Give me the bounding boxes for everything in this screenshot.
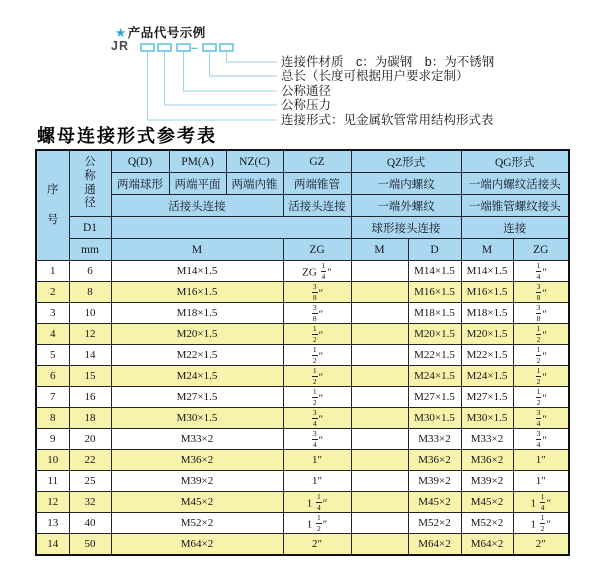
header-qg-sub1: 一端内螺纹活接头	[461, 173, 569, 195]
header-seq-text: 序号	[47, 183, 59, 226]
label-connection: 连接形式：见金属软管常用结构形式表	[281, 113, 494, 127]
cell-seq: 4	[36, 324, 69, 345]
cell-qz-d: M24×1.5	[408, 366, 461, 387]
cell-qz-d: M16×1.5	[408, 282, 461, 303]
header-mm: mm	[69, 239, 111, 261]
fraction: $\frac{1}{2}$	[536, 366, 541, 386]
cell-dn: 32	[69, 492, 111, 513]
table-body	[36, 261, 569, 556]
table-row	[36, 387, 569, 408]
table-title: 螺母连接形式参考表	[37, 126, 217, 146]
table-header	[36, 150, 569, 261]
cell-qg-m: M14×1.5	[461, 261, 513, 282]
diagram-heading-text: 产品代号示例	[127, 26, 206, 40]
header-q: Q(D)	[111, 150, 169, 173]
cell-qz-d: M27×1.5	[408, 387, 461, 408]
cell-seq: 9	[36, 429, 69, 450]
cell-zg: 2″	[283, 534, 351, 556]
cell-qg-m: M30×1.5	[461, 408, 513, 429]
header-gz: GZ	[283, 150, 351, 173]
cell-qg-zg: $\frac{1}{2}$ ″	[513, 324, 569, 345]
leader-line	[148, 51, 278, 120]
header-gz-live: 活接头连接	[283, 195, 351, 217]
fraction: $\frac{1}{4}$	[316, 492, 321, 512]
header-qz-sub1: 一端内螺纹	[351, 173, 461, 195]
cell-zg: $\frac{1}{2}$ ″	[283, 345, 351, 366]
cell-m: M39×2	[111, 471, 283, 492]
code-box	[141, 44, 154, 51]
table-row	[36, 366, 569, 387]
cell-seq: 11	[36, 471, 69, 492]
header-qg-m: M	[461, 239, 513, 261]
cell-zg: 1 $\frac{1}{4}$ ″	[283, 492, 351, 513]
header-qz-d: D	[408, 239, 461, 261]
cell-qg-m: M45×2	[461, 492, 513, 513]
cell-qz-d: M33×2	[408, 429, 461, 450]
cell-zg: $\frac{3}{8}$ ″	[283, 282, 351, 303]
table-row	[36, 450, 569, 471]
header-pm: PM(A)	[169, 150, 226, 173]
fraction: $\frac{1}{2}$	[312, 345, 317, 365]
cell-qz-d: M39×2	[408, 471, 461, 492]
cell-m: M16×1.5	[111, 282, 283, 303]
fraction: $\frac{3}{4}$	[312, 408, 317, 428]
fraction: $\frac{3}{4}$	[536, 429, 541, 449]
cell-qz-m	[351, 387, 408, 408]
cell-zg: 1″	[283, 471, 351, 492]
cell-qz-m	[351, 450, 408, 471]
fraction: $\frac{1}{4}$	[536, 261, 541, 281]
cell-qg-m: M52×2	[461, 513, 513, 534]
cell-dn: 8	[69, 282, 111, 303]
header-nz-sub: 两端内锥	[226, 173, 283, 195]
cell-seq: 13	[36, 513, 69, 534]
cell-dn: 20	[69, 429, 111, 450]
fraction: $\frac{1}{2}$	[540, 513, 545, 533]
header-qz-m: M	[351, 239, 408, 261]
cell-qz-d: M64×2	[408, 534, 461, 556]
fraction: $\frac{3}{4}$	[312, 429, 317, 449]
cell-qz-d: M14×1.5	[408, 261, 461, 282]
cell-qz-d: M45×2	[408, 492, 461, 513]
cell-qg-m: M20×1.5	[461, 324, 513, 345]
cell-qg-zg: $\frac{1}{2}$ ″	[513, 366, 569, 387]
code-box	[158, 44, 171, 51]
header-gz-sub: 两端锥管	[283, 173, 351, 195]
table-row	[36, 429, 569, 450]
cell-zg: $\frac{3}{4}$ ″	[283, 429, 351, 450]
cell-qg-m: M16×1.5	[461, 282, 513, 303]
cell-dn: 25	[69, 471, 111, 492]
cell-qg-m: M36×2	[461, 450, 513, 471]
fraction: $\frac{3}{8}$	[536, 282, 541, 302]
fraction: $\frac{3}{8}$	[312, 303, 317, 323]
header-qg: QG形式	[461, 150, 569, 173]
table-row	[36, 324, 569, 345]
cell-qz-d: M18×1.5	[408, 303, 461, 324]
cell-zg: ZG $\frac{1}{4}$ ″	[283, 261, 351, 282]
table-row	[36, 345, 569, 366]
cell-qz-d: M30×1.5	[408, 408, 461, 429]
label-total-length: 总长（长度可根据用户要求定制）	[281, 69, 469, 83]
table-row	[36, 303, 569, 324]
table-row	[36, 261, 569, 282]
header-nz: NZ(C)	[226, 150, 283, 173]
cell-qg-m: M33×2	[461, 429, 513, 450]
cell-qz-m	[351, 303, 408, 324]
cell-dn: 22	[69, 450, 111, 471]
cell-qg-zg: $\frac{1}{2}$ ″	[513, 387, 569, 408]
cell-qz-m	[351, 492, 408, 513]
cell-zg: 1″	[283, 450, 351, 471]
leader-line	[210, 51, 278, 76]
header-pm-sub: 两端平面	[169, 173, 226, 195]
cell-dn: 10	[69, 303, 111, 324]
fraction: $\frac{3}{8}$	[536, 303, 541, 323]
cell-m: M36×2	[111, 450, 283, 471]
cell-qz-m	[351, 366, 408, 387]
header-m: M	[111, 239, 283, 261]
label-nominal-dn: 公称通径	[281, 84, 332, 98]
cell-dn: 6	[69, 261, 111, 282]
header-empty	[111, 217, 351, 239]
cell-dn: 16	[69, 387, 111, 408]
cell-seq: 5	[36, 345, 69, 366]
table-row	[36, 471, 569, 492]
cell-qg-zg: $\frac{1}{4}$ ″	[513, 261, 569, 282]
leader-line	[165, 51, 278, 105]
cell-seq: 12	[36, 492, 69, 513]
cell-qz-m	[351, 345, 408, 366]
cell-m: M20×1.5	[111, 324, 283, 345]
cell-qg-zg: 1 $\frac{1}{4}$ ″	[513, 492, 569, 513]
cell-m: M52×2	[111, 513, 283, 534]
header-qg-zg: ZG	[513, 239, 569, 261]
cell-m: M18×1.5	[111, 303, 283, 324]
cell-qz-m	[351, 261, 408, 282]
label-material: 连接件材质 c：为碳钢 b：为不锈钢	[281, 55, 495, 69]
cell-dn: 50	[69, 534, 111, 556]
header-qg-sub3: 连接	[461, 217, 569, 239]
cell-zg: $\frac{1}{2}$ ″	[283, 324, 351, 345]
cell-qg-m: M22×1.5	[461, 345, 513, 366]
product-code-diagram	[0, 0, 600, 132]
cell-zg: $\frac{3}{4}$ ″	[283, 408, 351, 429]
cell-m: M64×2	[111, 534, 283, 556]
header-seq	[36, 150, 69, 261]
fraction: $\frac{1}{2}$	[312, 324, 317, 344]
code-box	[220, 44, 233, 51]
fraction: $\frac{1}{2}$	[312, 366, 317, 386]
header-q-sub: 两端球形	[111, 173, 169, 195]
cell-dn: 40	[69, 513, 111, 534]
table-row	[36, 492, 569, 513]
cell-zg: $\frac{3}{8}$ ″	[283, 303, 351, 324]
cell-qg-m: M27×1.5	[461, 387, 513, 408]
cell-zg: $\frac{1}{2}$ ″	[283, 387, 351, 408]
cell-qz-d: M22×1.5	[408, 345, 461, 366]
cell-dn: 14	[69, 345, 111, 366]
fraction: $\frac{1}{2}$	[536, 324, 541, 344]
header-live-joint: 活接头连接	[111, 195, 283, 217]
cell-qz-d: M20×1.5	[408, 324, 461, 345]
cell-qg-zg: $\frac{3}{8}$ ″	[513, 282, 569, 303]
cell-qz-m	[351, 471, 408, 492]
cell-qg-zg: $\frac{3}{4}$ ″	[513, 408, 569, 429]
code-box	[177, 44, 190, 51]
cell-seq: 3	[36, 303, 69, 324]
cell-qz-m	[351, 408, 408, 429]
fraction: $\frac{3}{8}$	[312, 282, 317, 302]
fraction: $\frac{1}{2}$	[312, 387, 317, 407]
fraction: $\frac{1}{2}$	[536, 345, 541, 365]
fraction: $\frac{1}{4}$	[540, 492, 545, 512]
header-dn	[69, 150, 111, 217]
cell-qg-zg: 1″	[513, 450, 569, 471]
cell-m: M30×1.5	[111, 408, 283, 429]
table-row	[36, 513, 569, 534]
cell-m: M22×1.5	[111, 345, 283, 366]
cell-dn: 15	[69, 366, 111, 387]
cell-qg-zg: 1″	[513, 471, 569, 492]
star-icon: ★	[115, 26, 127, 40]
cell-qg-m: M24×1.5	[461, 366, 513, 387]
fraction: $\frac{1}{2}$	[536, 387, 541, 407]
nut-connection-table	[35, 149, 570, 556]
header-qz-sub3: 球形接头连接	[351, 217, 461, 239]
header-d1: D1	[69, 217, 111, 239]
cell-qz-m	[351, 282, 408, 303]
cell-zg: $\frac{1}{2}$ ″	[283, 366, 351, 387]
cell-qg-m: M39×2	[461, 471, 513, 492]
header-qg-sub2: 一端锥管螺纹接头	[461, 195, 569, 217]
cell-qz-m	[351, 429, 408, 450]
code-dash: –	[191, 40, 199, 55]
header-qz-sub2: 一端外螺纹	[351, 195, 461, 217]
fraction: $\frac{1}{4}$	[321, 261, 326, 281]
cell-qz-m	[351, 324, 408, 345]
cell-m: M33×2	[111, 429, 283, 450]
cell-qz-d: M52×2	[408, 513, 461, 534]
cell-m: M24×1.5	[111, 366, 283, 387]
cell-m: M45×2	[111, 492, 283, 513]
cell-m: M27×1.5	[111, 387, 283, 408]
cell-seq: 7	[36, 387, 69, 408]
cell-seq: 8	[36, 408, 69, 429]
cell-seq: 2	[36, 282, 69, 303]
fraction: $\frac{1}{2}$	[316, 513, 321, 533]
code-box	[203, 44, 216, 51]
header-dn-text: 公称通径	[84, 156, 96, 210]
code-prefix: JR	[111, 39, 129, 53]
table-row	[36, 534, 569, 556]
cell-qz-d: M36×2	[408, 450, 461, 471]
cell-qg-m: M64×2	[461, 534, 513, 556]
table-row	[36, 408, 569, 429]
cell-seq: 14	[36, 534, 69, 556]
cell-qz-m	[351, 513, 408, 534]
cell-qg-zg: $\frac{3}{4}$ ″	[513, 429, 569, 450]
cell-qg-zg: 1 $\frac{1}{2}$ ″	[513, 513, 569, 534]
cell-zg: 1 $\frac{1}{2}$ ″	[283, 513, 351, 534]
table-row	[36, 282, 569, 303]
cell-seq: 10	[36, 450, 69, 471]
cell-dn: 18	[69, 408, 111, 429]
cell-qg-m: M18×1.5	[461, 303, 513, 324]
cell-seq: 6	[36, 366, 69, 387]
cell-qg-zg: 2″	[513, 534, 569, 556]
label-nominal-press: 公称压力	[281, 98, 332, 112]
cell-seq: 1	[36, 261, 69, 282]
fraction: $\frac{3}{4}$	[536, 408, 541, 428]
cell-qg-zg: $\frac{1}{2}$ ″	[513, 345, 569, 366]
header-zg: ZG	[283, 239, 351, 261]
leader-line	[227, 51, 278, 62]
header-qz: QZ形式	[351, 150, 461, 173]
cell-qg-zg: $\frac{3}{8}$ ″	[513, 303, 569, 324]
cell-m: M14×1.5	[111, 261, 283, 282]
leader-line	[184, 51, 278, 91]
cell-qz-m	[351, 534, 408, 556]
cell-dn: 12	[69, 324, 111, 345]
